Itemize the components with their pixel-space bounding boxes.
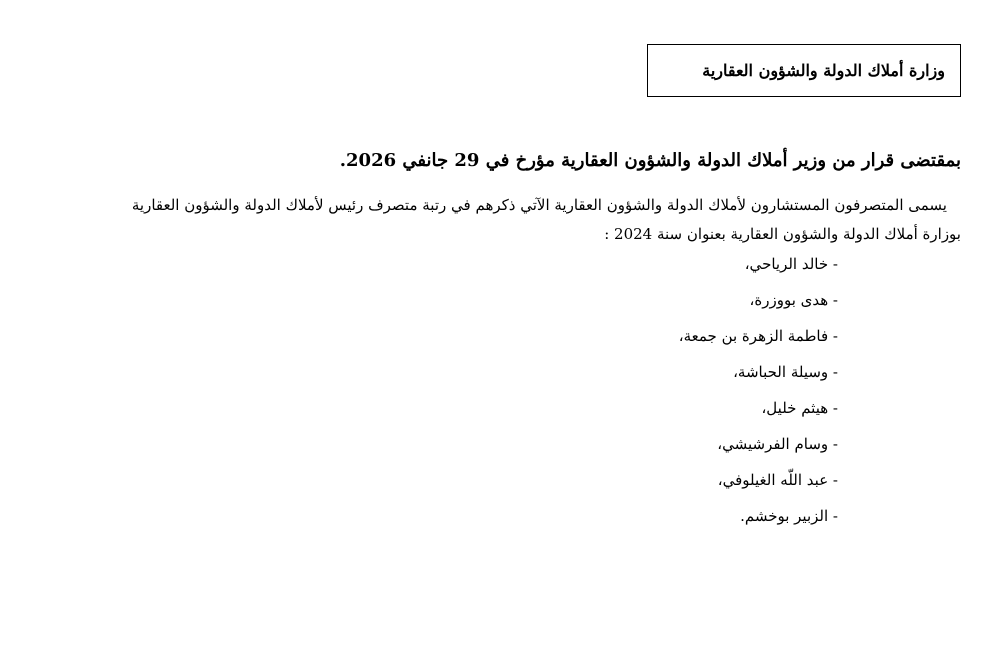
list-item: - خالد الرياحي، — [744, 255, 838, 273]
list-item: - الزبير بوخشم. — [740, 507, 838, 525]
list-item: - هدى بووزرة، — [749, 291, 838, 309]
decision-title: بمقتضى قرار من وزير أملاك الدولة والشؤون العقارية مؤرخ في 29 جانفي 2026. — [339, 150, 961, 171]
ministry-name: وزارة أملاك الدولة والشؤون العقارية — [702, 61, 945, 80]
list-item: - وسيلة الحباشة، — [733, 363, 838, 381]
decision-body-paragraph — [31, 191, 961, 249]
appointees-list — [679, 246, 961, 534]
body-line-2: بوزارة أملاك الدولة والشؤون العقارية بعنوان سنة 2024 : — [604, 225, 961, 243]
list-item: - هيثم خليل، — [761, 399, 838, 417]
list-item: - وسام الفرشيشي، — [717, 435, 838, 453]
list-item: - عبد اللّه الغيلوفي، — [717, 471, 838, 489]
ministry-header-box — [647, 44, 961, 97]
list-item: - فاطمة الزهرة بن جمعة، — [678, 327, 838, 345]
body-line-1: يسمى المتصرفون المستشارون لأملاك الدولة والشؤون العقارية الآتي ذكرهم في رتبة متصرف رئيس لأملاك الدولة والشؤون العقارية — [131, 196, 947, 214]
